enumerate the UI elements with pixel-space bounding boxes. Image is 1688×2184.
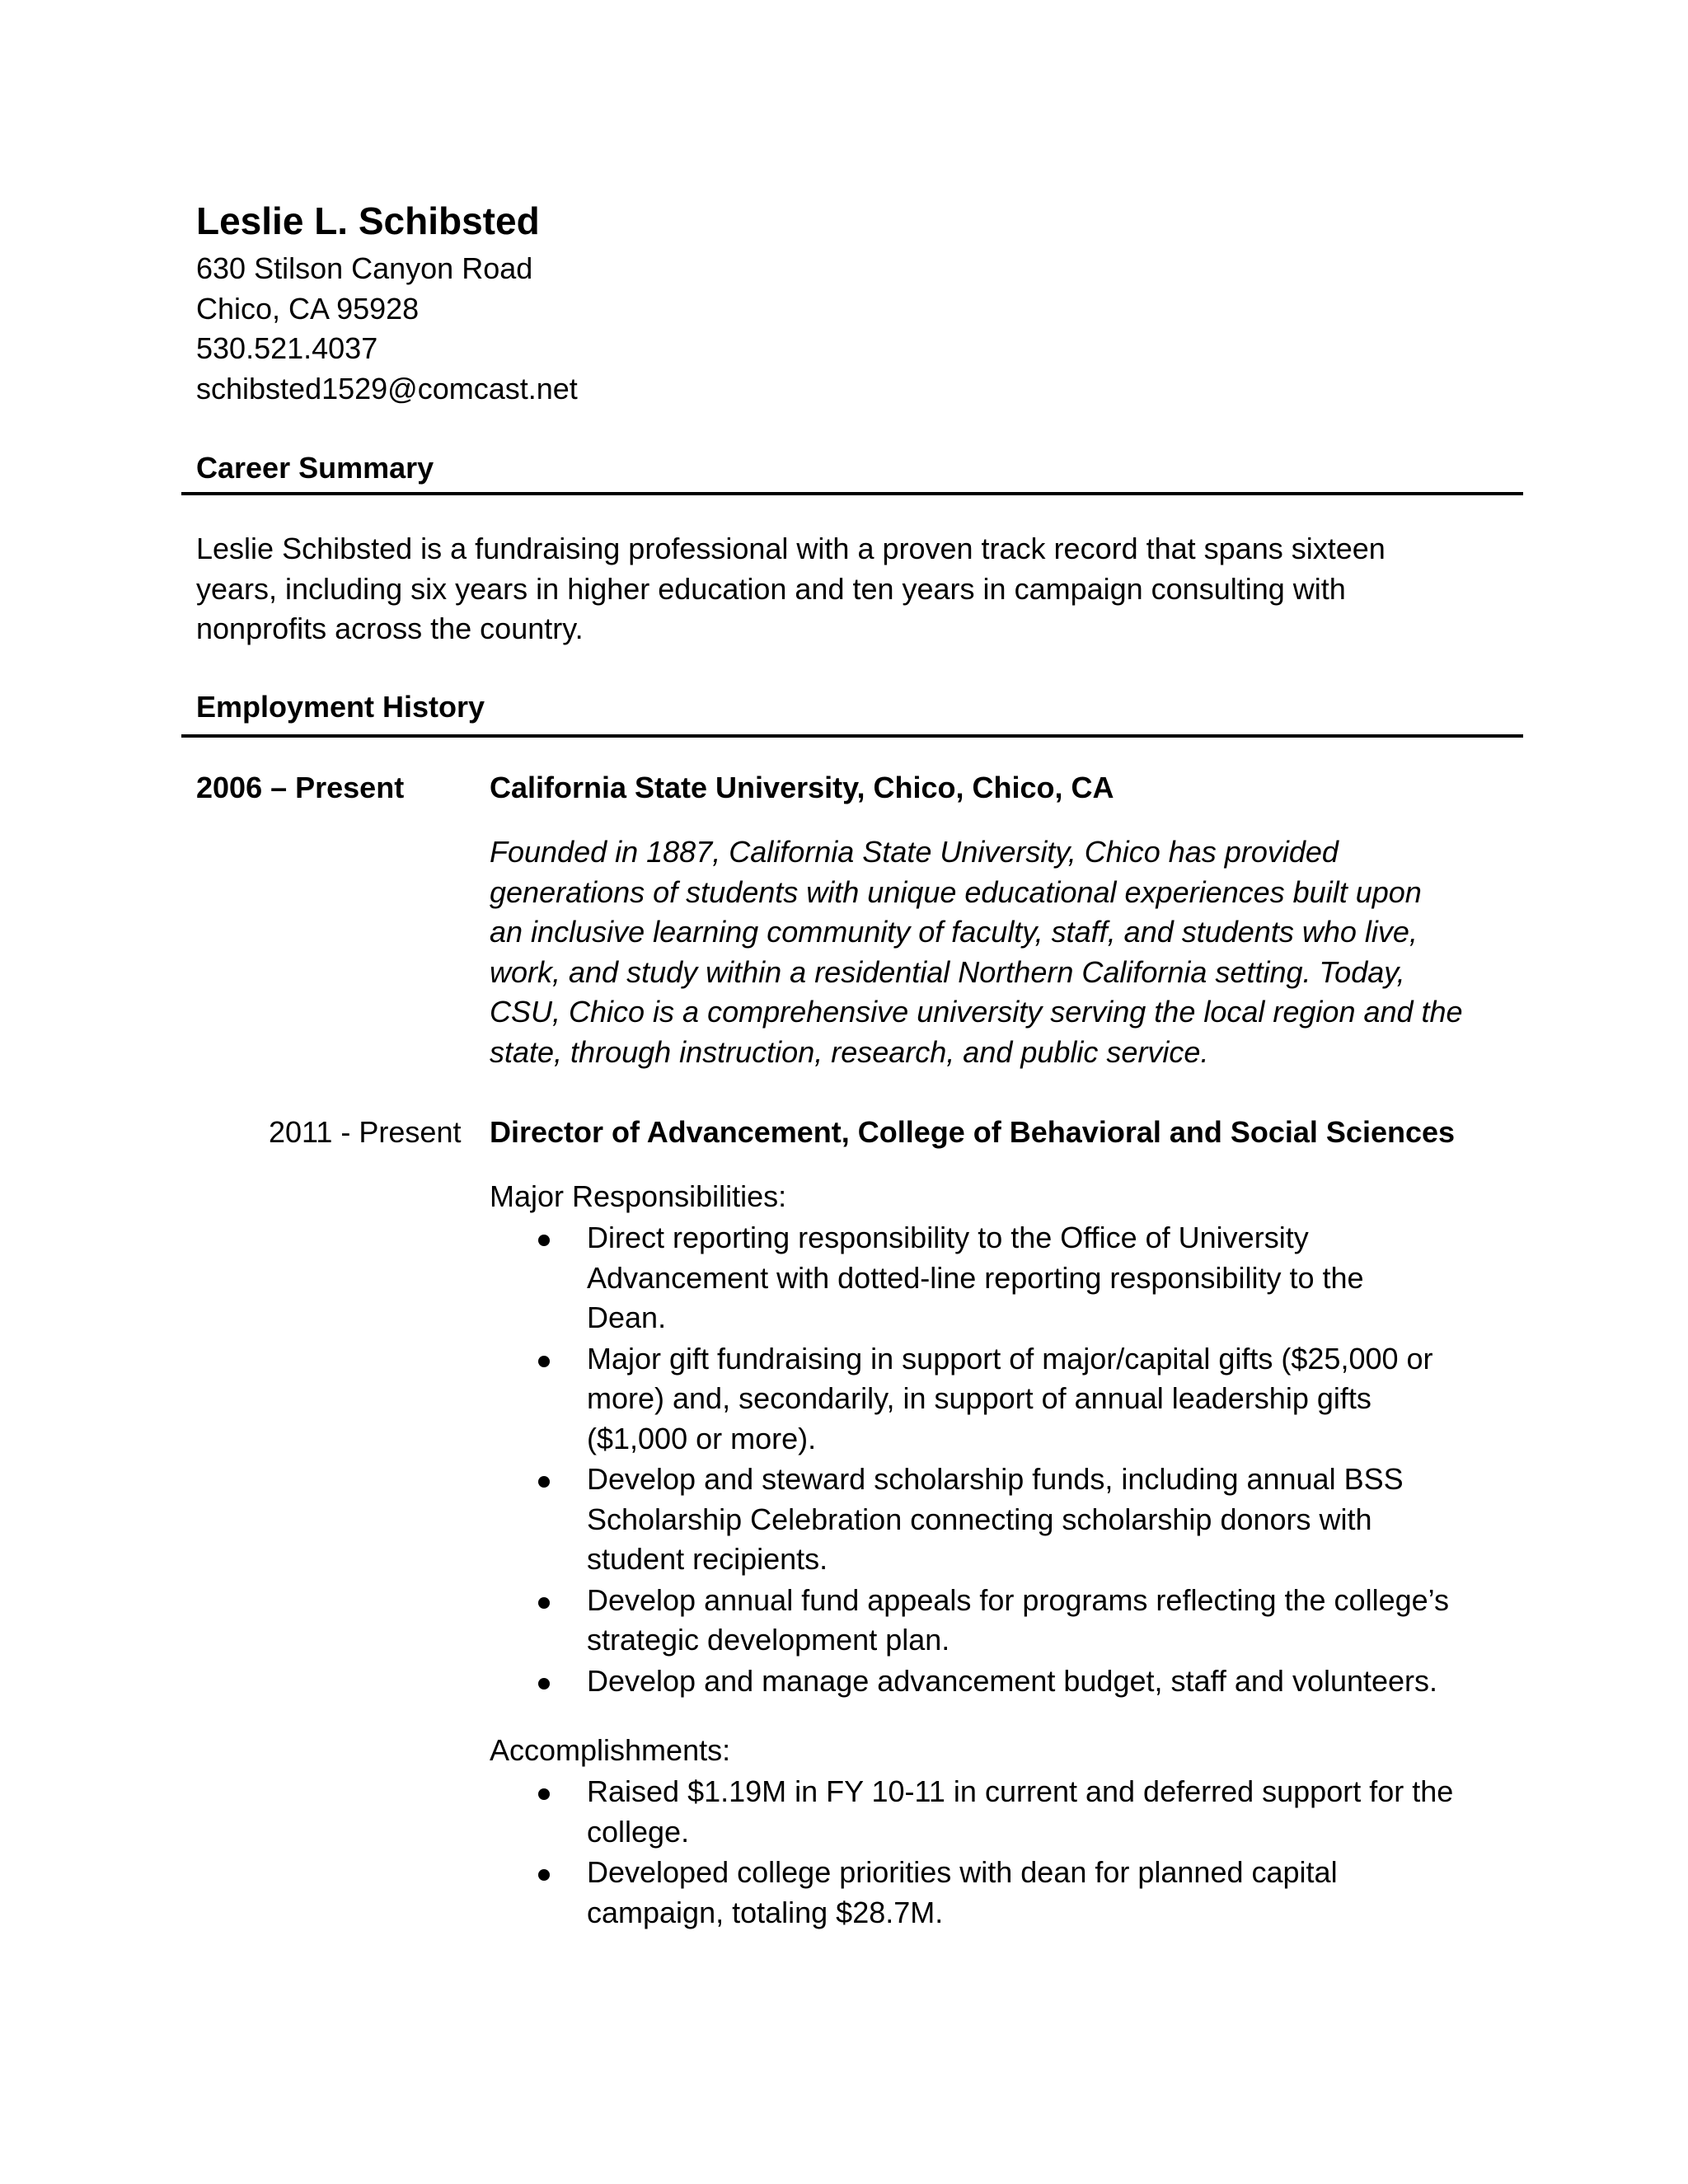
- responsibilities-list: [490, 1218, 1520, 1702]
- position-title: Director of Advancement, College of Behavioral and Social Sciences: [490, 1115, 1456, 1149]
- list-item-line: Developed college priorities with dean for planned capital: [587, 1855, 1338, 1889]
- list-item: [490, 1460, 1520, 1580]
- bullet-icon: [538, 1235, 550, 1246]
- list-item-line: Major gift fundraising in support of major/capital gifts ($25,000 or: [587, 1341, 1433, 1376]
- employer-dates: 2006 – Present: [196, 771, 405, 804]
- list-item-line: more) and, secondarily, in support of annual leadership gifts: [587, 1381, 1372, 1415]
- bullet-icon: [538, 1678, 550, 1690]
- summary-line: nonprofits across the country.: [196, 612, 584, 645]
- description-line: work, and study within a residential Northern California setting. Today,: [490, 954, 1405, 989]
- accomplishments-label: Accomplishments:: [490, 1733, 731, 1767]
- list-item: [490, 1772, 1520, 1852]
- list-item: [490, 1853, 1520, 1933]
- list-item-line: Develop and steward scholarship funds, including annual BSS: [587, 1462, 1404, 1496]
- list-item-line: Develop and manage advancement budget, staff and volunteers.: [587, 1663, 1438, 1698]
- career-summary-rule: [181, 492, 1523, 495]
- contact-block: [196, 249, 578, 409]
- accomplishments-list: [490, 1772, 1520, 1933]
- list-item-line: ($1,000 or more).: [587, 1421, 817, 1455]
- bullet-icon: [538, 1597, 550, 1609]
- summary-line: Leslie Schibsted is a fundraising professional with a proven track record that spans sixteen: [196, 532, 1386, 565]
- bullet-icon: [538, 1356, 550, 1367]
- summary-line: years, including six years in higher education and ten years in campaign consulting with: [196, 571, 1346, 606]
- list-item-line: Develop annual fund appeals for programs reflecting the college’s: [587, 1582, 1449, 1617]
- list-item-line: Dean.: [587, 1301, 667, 1334]
- list-item-line: college.: [587, 1814, 690, 1849]
- bullet-icon: [538, 1869, 550, 1881]
- bullet-icon: [538, 1788, 550, 1800]
- description-line: state, through instruction, research, and public service.: [490, 1034, 1209, 1069]
- employment-history-heading: Employment History: [196, 690, 485, 724]
- list-item: [490, 1581, 1520, 1661]
- responsibilities-label: Major Responsibilities:: [490, 1179, 787, 1213]
- career-summary-text: [196, 529, 1386, 649]
- list-item: [490, 1661, 1520, 1702]
- description-line: Founded in 1887, California State University, Chico has provided: [490, 835, 1339, 869]
- phone-number: 530.521.4037: [196, 331, 378, 365]
- description-line: generations of students with unique educational experiences built upon: [490, 874, 1422, 909]
- list-item-line: Scholarship Celebration connecting scholarship donors with: [587, 1502, 1372, 1536]
- list-item-line: Advancement with dotted-line reporting responsibility to the: [587, 1260, 1364, 1295]
- list-item: [490, 1339, 1520, 1460]
- list-item-line: campaign, totaling $28.7M.: [587, 1895, 944, 1929]
- bullet-icon: [538, 1476, 550, 1488]
- address-line-1: 630 Stilson Canyon Road: [196, 251, 533, 285]
- list-item-line: student recipients.: [587, 1542, 828, 1576]
- employer-description: [490, 832, 1463, 1072]
- list-item-line: Direct reporting responsibility to the Office of University: [587, 1221, 1309, 1254]
- description-line: an inclusive learning community of faculty, staff, and students who live,: [490, 915, 1418, 949]
- email-address: schibsted1529@comcast.net: [196, 371, 578, 405]
- address-line-2: Chico, CA 95928: [196, 291, 420, 326]
- position-dates: 2011 - Present: [269, 1115, 462, 1149]
- list-item-line: strategic development plan.: [587, 1623, 950, 1657]
- career-summary-heading: Career Summary: [196, 451, 434, 485]
- description-line: CSU, Chico is a comprehensive university serving the local region and the: [490, 995, 1463, 1029]
- list-item: [490, 1218, 1520, 1338]
- list-item-line: Raised $1.19M in FY 10-11 in current and deferred support for the: [587, 1774, 1454, 1808]
- candidate-name: Leslie L. Schibsted: [196, 199, 540, 242]
- employment-history-rule: [181, 734, 1523, 738]
- employer-name: California State University, Chico, Chico, CA: [490, 771, 1114, 804]
